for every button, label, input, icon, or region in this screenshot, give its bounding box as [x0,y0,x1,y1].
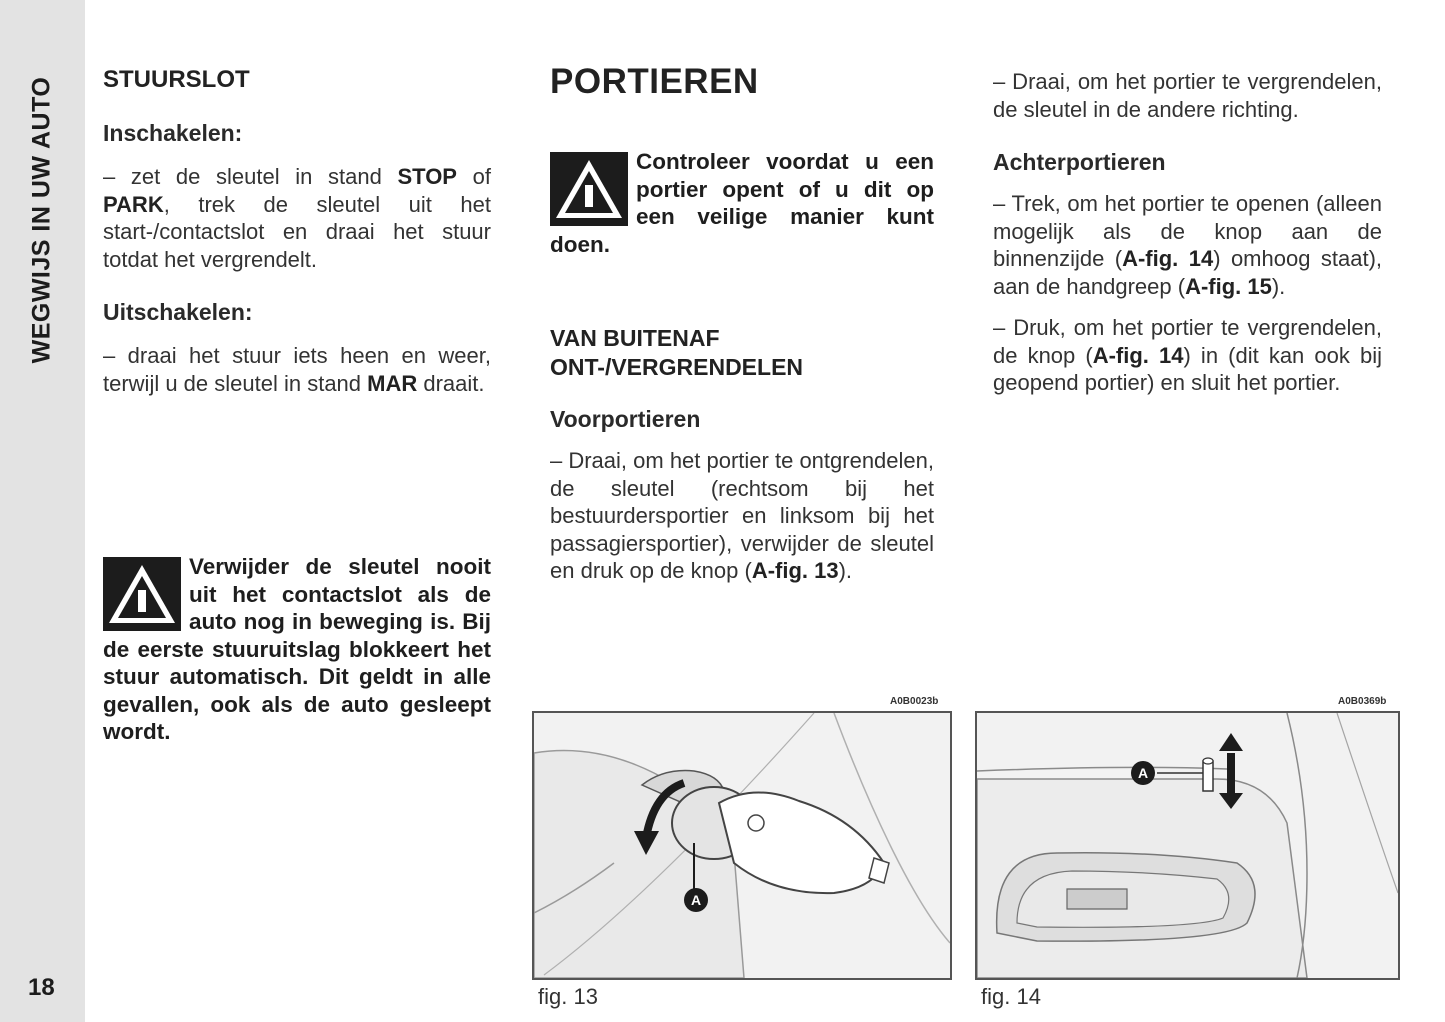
vergrendelen-text: – Draai, om het portier te vergrendelen, de sleutel in de andere richting. [993,69,1382,122]
fig13-caption: fig. 13 [538,984,598,1009]
fig13-marker-label: A [690,892,702,908]
column-middle [550,62,934,585]
uitschakelen-text: – draai het stuur iets heen en weer, terwijl u de sleutel in stand MAR draait. [103,343,491,396]
fig14-illustration [975,711,1400,980]
warning-triangle-icon [550,152,628,226]
column-right [993,62,1382,397]
fig14-caption: fig. 14 [981,984,1041,1009]
column-left [103,62,491,746]
warning-triangle-icon [103,557,181,631]
voorportieren-heading: Voorportieren [550,406,701,432]
achterportieren-lock-text: – Druk, om het portier te vergrendelen, de knop (A-fig. 14) in (dit kan ook bij geopend portier) en sluit het portier. [993,315,1382,395]
uitschakelen-heading: Uitschakelen: [103,299,253,325]
rear-door-drawing [977,713,1398,978]
page-number: 18 [28,974,55,1001]
chapter-title: WEGWIJS IN UW AUTO [27,76,56,364]
portieren-title: PORTIEREN [550,62,759,101]
sidebar-tab [0,0,85,1022]
key-in-lock-drawing [534,713,950,978]
fig13-code: A0B0023b [890,696,939,707]
buitenaf-heading: VAN BUITENAF ONT-/VERGRENDELEN [550,325,804,380]
achterportieren-heading: Achterportieren [993,149,1166,175]
warning-block-door: Controleer voordat u een portier opent of u dit op een veilige manier kunt doen. [550,149,934,257]
inschakelen-heading: Inschakelen: [103,120,243,146]
fig14-code: A0B0369b [1338,696,1387,707]
fig13-illustration [532,711,952,980]
inschakelen-text: – zet de sleutel in stand STOP of PARK, trek de sleutel uit het start-/contactslot en draai het stuur totdat het vergrendelt. [103,164,491,272]
achterportieren-open-text: – Trek, om het portier te openen (alleen mogelijk als de knop aan de binnenzijde (A-fig. 14) omhoog staat), aan de handgreep (A-fig. 15). [993,191,1383,299]
fig14-marker-label: A [1137,765,1149,781]
warning-block-steering: Verwijder de sleutel nooit uit het contactslot als de auto nog in beweging is. Bij de eerste stuuruitslag blokkeert het stuur automatisch. Dit geldt in alle gevallen, ook als de auto gesleept wordt. [103,554,491,744]
voorportieren-text: – Draai, om het portier te ontgrendelen, de sleutel (rechtsom bij het bestuurdersportier en linksom bij het passagiersportier), verwijder de sleutel en druk op de knop (A-fig. 13). [550,448,935,583]
stuurslot-heading: STUURSLOT [103,66,250,93]
